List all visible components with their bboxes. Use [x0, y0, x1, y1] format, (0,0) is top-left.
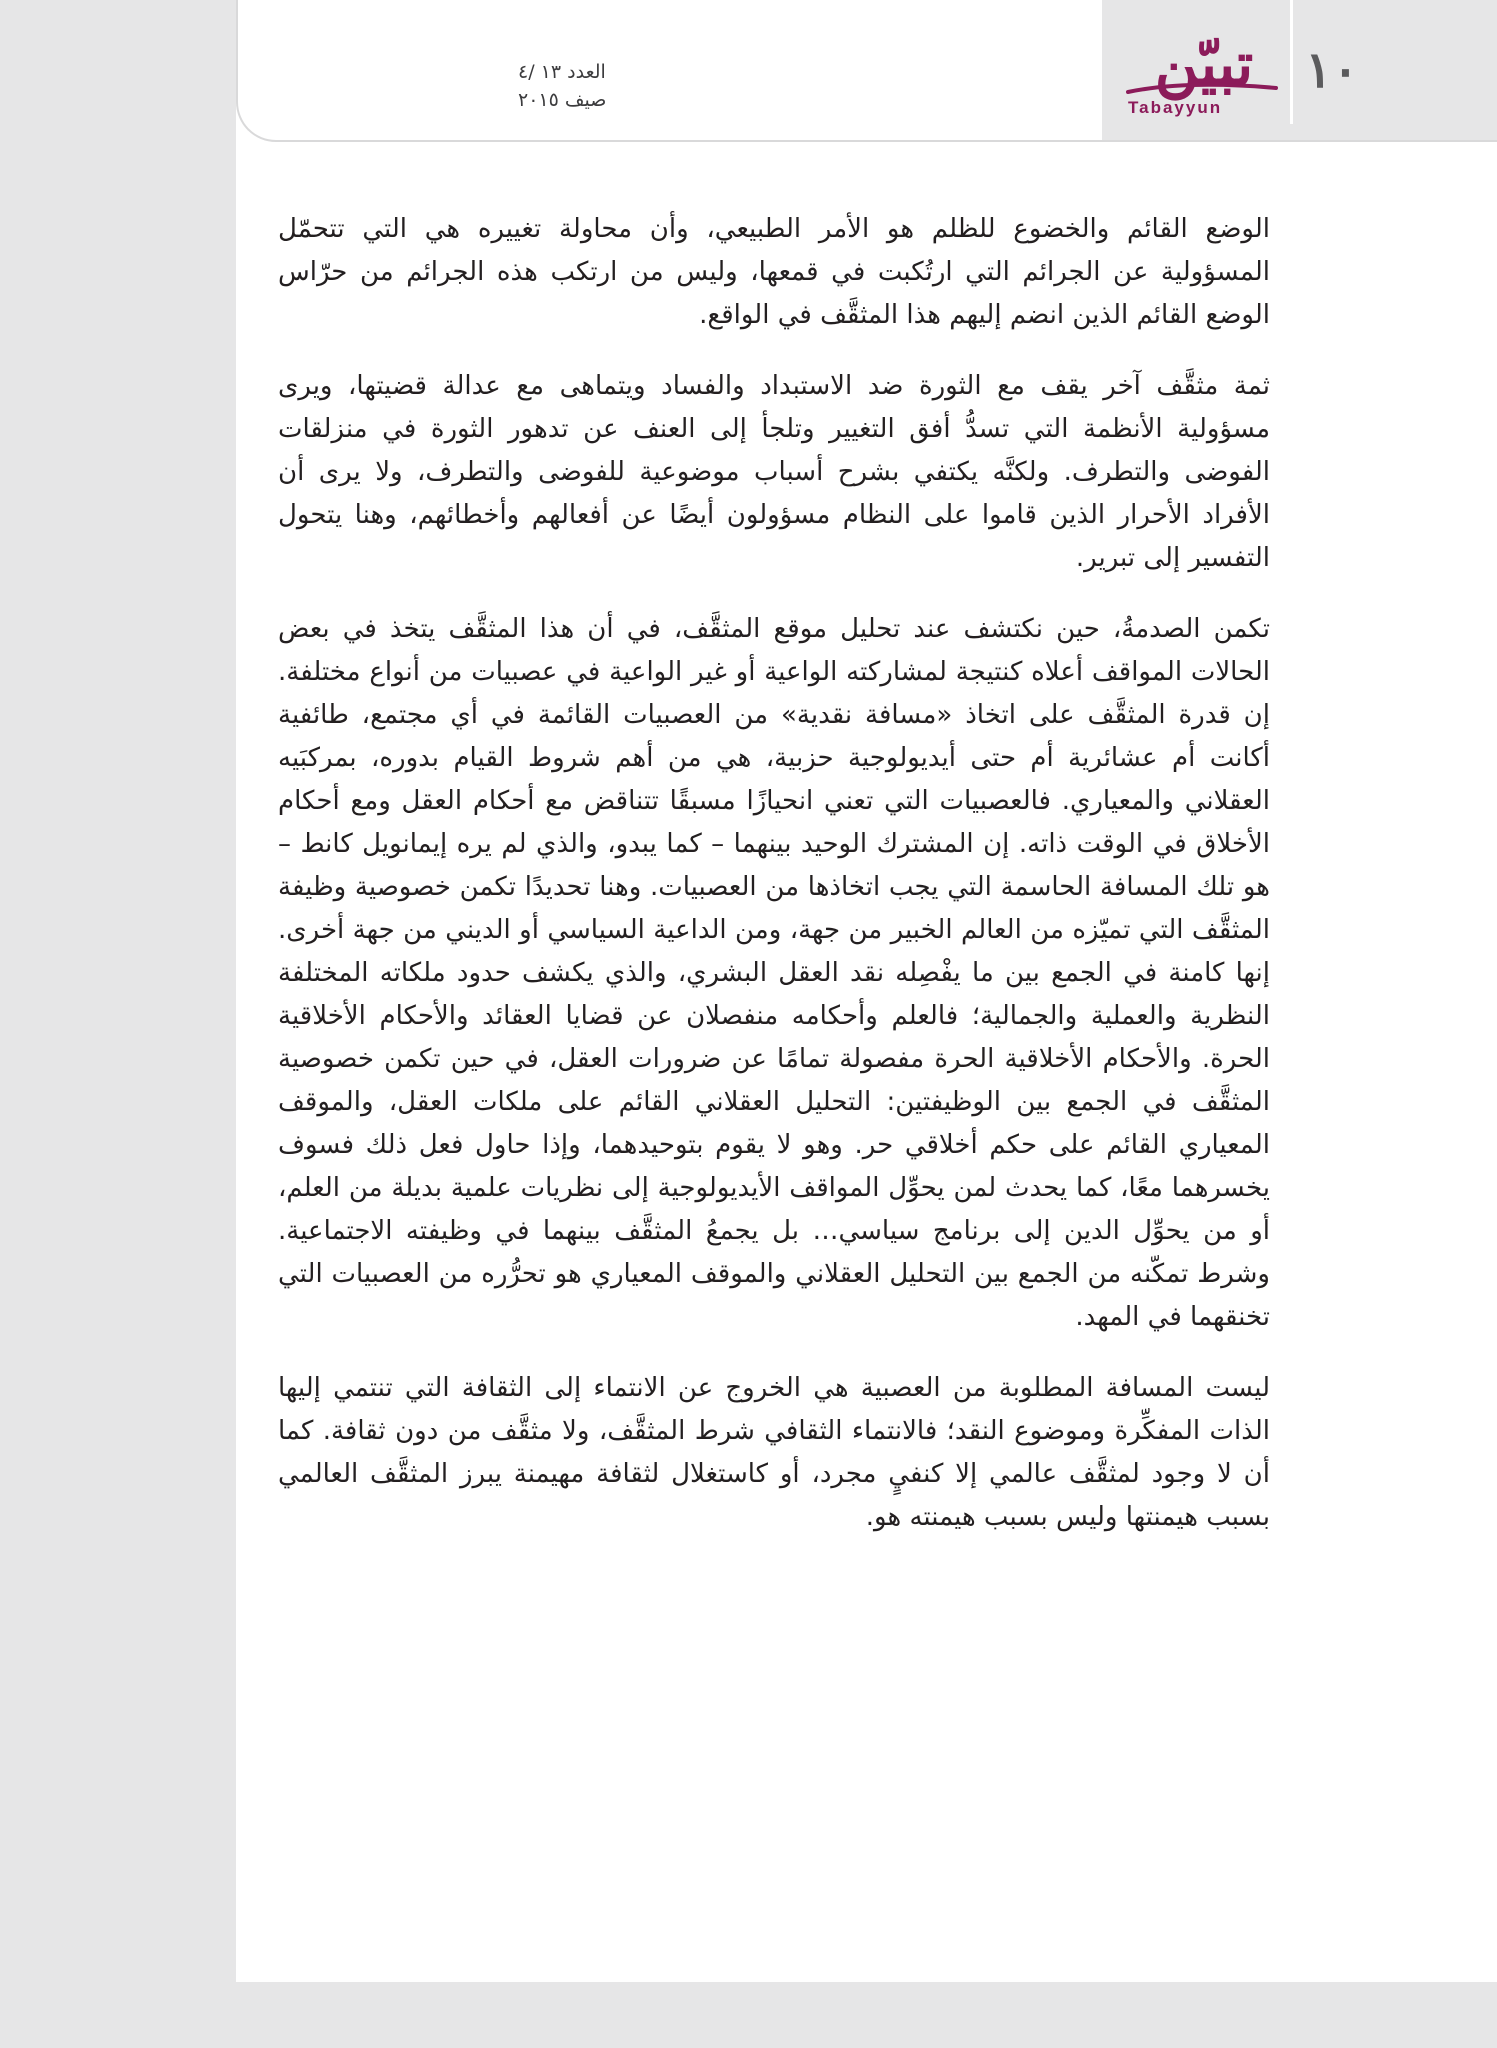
- paragraph: تكمن الصدمةُ، حين نكتشف عند تحليل موقع المثقَّف، في أن هذا المثقَّف يتخذ في بعض الحالات المواقف أعلاه كنتيجة لمشاركته الواعية أو غير الواعية في عصبيات من أنواع مختلفة. إن قدرة المثقَّف على اتخاذ «مسافة نقدية» من العصبيات القائمة في أي مجتمع، طائفية أكانت أم عشائرية أم حتى أيديولوجية حزبية، هي من أهم شروط القيام بدوره، بمركبَيه العقلاني والمعياري. فالعصبيات التي تعني انحيازًا مسبقًا تتناقض مع أحكام العقل ومع أحكام الأخلاق في الوقت ذاته. إن المشترك الوحيد بينهما – كما يبدو، والذي لم يره إيمانويل كانط – هو تلك المسافة الحاسمة التي يجب اتخاذها من العصبيات. وهنا تحديدًا تكمن خصوصية وظيفة المثقَّف التي تميّزه من العالم الخبير من جهة، ومن الداعية السياسي أو الديني من جهة أخرى. إنها كامنة في الجمع بين ما يفْصِله نقد العقل البشري، والذي يكشف حدود ملكاته المختلفة النظرية والعملية والجمالية؛ فالعلم وأحكامه منفصلان عن قضايا العقائد والأحكام الأخلاقية الحرة. والأحكام الأخلاقية الحرة مفصولة تمامًا عن ضرورات العقل، في حين تكمن خصوصية المثقَّف في الجمع بين الوظيفتين: التحليل العقلاني القائم على ملكات العقل، والموقف المعياري القائم على حكم أخلاقي حر. وهو لا يقوم بتوحيدهما، وإذا حاول فعل ذلك فسوف يخسرهما معًا، كما يحدث لمن يحوِّل المواقف الأيديولوجية إلى نظريات علمية بديلة من العلم، أو من يحوِّل الدين إلى برنامج سياسي… بل يجمعُ المثقَّف بينهما في وظيفته الاجتماعية. وشرط تمكّنه من الجمع بين التحليل العقلاني والموقف المعياري هو تحرُّره من العصبيات التي تخنقهما في المهد.: [278, 614, 1270, 1332]
- issue-season: صيف ٢٠١٥: [518, 89, 607, 111]
- issue-info: [518, 58, 718, 114]
- header-divider: [1290, 0, 1293, 124]
- paragraph: ثمة مثقَّف آخر يقف مع الثورة ضد الاستبداد والفساد ويتماهى مع عدالة قضيتها، ويرى مسؤولية الأنظمة التي تسدُّ أفق التغيير وتلجأ إلى العنف عن تدهور الثورة في منزلقات الفوضى والتطرف. ولكنَّه يكتفي بشرح أسباب موضوعية للفوضى والتطرف، ولا يرى أن الأفراد الأحرار الذين قاموا على النظام مسؤولون أيضًا عن أفعالهم وأخطائهم، وهنا يتحول التفسير إلى تبرير.: [278, 371, 1270, 573]
- tabayyun-logo: [1118, 30, 1290, 126]
- paragraph: الوضع القائم والخضوع للظلم هو الأمر الطبيعي، وأن محاولة تغييره هي التي تتحمّل المسؤولية عن الجرائم التي ارتُكبت في قمعها، وليس من ارتكب هذه الجرائم من حرّاس الوضع القائم الذين انضم إليهم هذا المثقَّف في الواقع.: [278, 214, 1270, 330]
- article-body: [278, 208, 1270, 1567]
- logo-latin-text: Tabayyun: [1128, 98, 1223, 117]
- left-margin-band: [0, 0, 236, 1982]
- paragraph: ليست المسافة المطلوبة من العصبية هي الخروج عن الانتماء إلى الثقافة التي تنتمي إليها الذات المفكِّرة وموضوع النقد؛ فالانتماء الثقافي شرط المثقَّف، ولا مثقَّف من دون ثقافة. كما أن لا وجود لمثقَّف عالمي إلا كنفيٍ مجرد، أو كاستغلال لثقافة مهيمنة يبرز المثقَّف العالمي بسبب هيمنتها وليس بسبب هيمنته هو.: [278, 1373, 1270, 1532]
- page-number: ١٠: [1305, 40, 1359, 99]
- logo-arabic-text: تبيّن: [1154, 30, 1254, 100]
- issue-number: العدد ١٣ /٤: [518, 61, 606, 83]
